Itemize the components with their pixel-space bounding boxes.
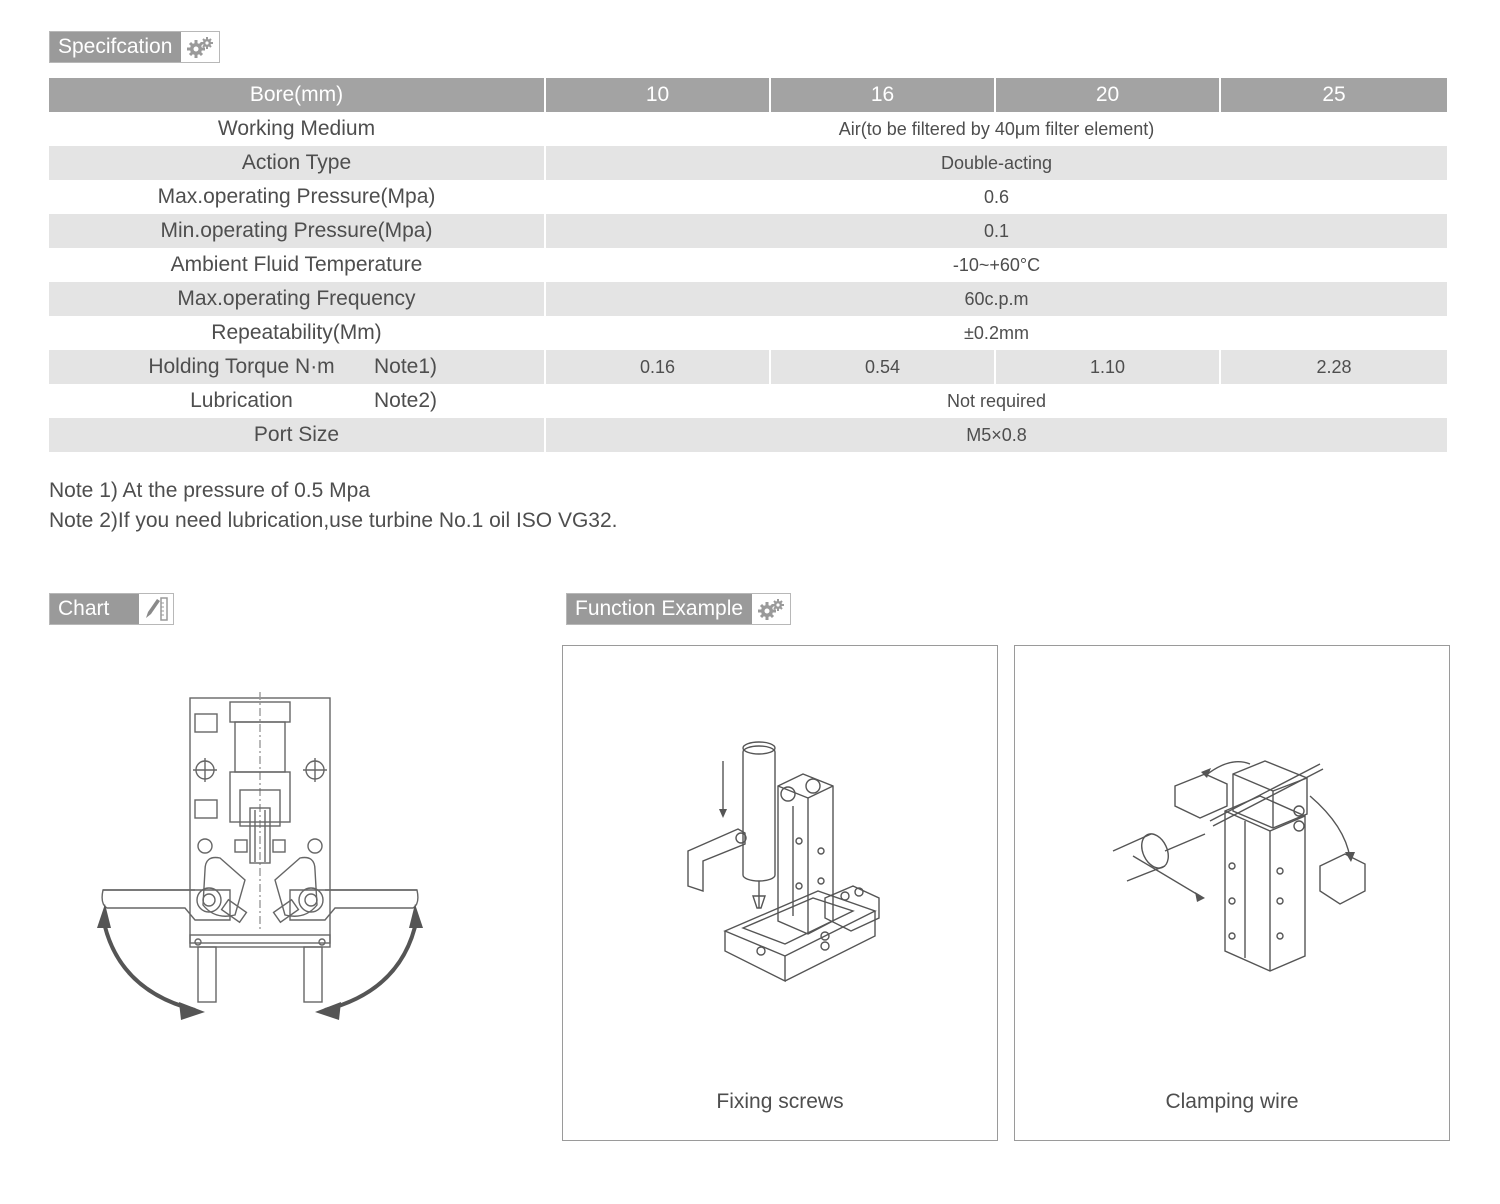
row-param xyxy=(49,384,545,418)
row-param: Port Size xyxy=(49,418,545,452)
example-fixing-screws xyxy=(562,645,998,1141)
pencil-ruler-icon xyxy=(139,594,173,624)
row-value: Not required xyxy=(545,384,1447,418)
fixing-screws-drawing xyxy=(563,646,999,1066)
spec-table xyxy=(49,78,1447,452)
header-bore-25: 25 xyxy=(1220,78,1447,112)
row-param: Ambient Fluid Temperature xyxy=(49,248,545,282)
chart-section-header xyxy=(49,593,174,625)
chart-section-title: Chart xyxy=(50,594,139,624)
header-bore: Bore(mm) xyxy=(49,78,545,112)
row-param: Working Medium xyxy=(49,112,545,146)
row-param-note: Note2) xyxy=(374,389,438,412)
row-value: -10~+60°C xyxy=(545,248,1447,282)
table-row xyxy=(49,384,1447,418)
table-row xyxy=(49,418,1447,452)
spec-section-title: Specifcation xyxy=(50,32,181,62)
note-1: Note 1) At the pressure of 0.5 Mpa xyxy=(49,479,371,502)
torque-value-10: 0.16 xyxy=(545,350,770,384)
row-value: 0.6 xyxy=(545,180,1447,214)
note-2: Note 2)If you need lubrication,use turbine No.1 oil ISO VG32. xyxy=(49,509,618,532)
row-param-label: Holding Torque N·m xyxy=(148,355,335,378)
row-param: Repeatability(Mm) xyxy=(49,316,545,350)
spec-section-header xyxy=(49,31,220,63)
row-param: Max.operating Pressure(Mpa) xyxy=(49,180,545,214)
row-param xyxy=(49,350,545,384)
clamping-wire-drawing xyxy=(1015,646,1451,1066)
table-row xyxy=(49,146,1447,180)
row-value: 60c.p.m xyxy=(545,282,1447,316)
row-value: Air(to be filtered by 40μm filter element) xyxy=(545,112,1447,146)
row-param-label: Lubrication xyxy=(190,389,293,412)
torque-value-25: 2.28 xyxy=(1220,350,1447,384)
example-caption: Clamping wire xyxy=(1165,1090,1299,1113)
table-row xyxy=(49,282,1447,316)
table-row xyxy=(49,350,1447,384)
row-param: Max.operating Frequency xyxy=(49,282,545,316)
example-clamping-wire xyxy=(1014,645,1450,1141)
table-row xyxy=(49,180,1447,214)
example-caption: Fixing screws xyxy=(716,1090,844,1113)
table-row xyxy=(49,112,1447,146)
function-section-title: Function Example xyxy=(567,594,752,624)
row-value: M5×0.8 xyxy=(545,418,1447,452)
row-value: Double-acting xyxy=(545,146,1447,180)
gripper-chart-drawing xyxy=(95,690,425,1020)
torque-value-20: 1.10 xyxy=(995,350,1220,384)
header-bore-16: 16 xyxy=(770,78,995,112)
gears-icon xyxy=(181,32,219,62)
table-row xyxy=(49,316,1447,350)
row-value: 0.1 xyxy=(545,214,1447,248)
spec-header-row xyxy=(49,78,1447,112)
row-value: ±0.2mm xyxy=(545,316,1447,350)
row-param: Min.operating Pressure(Mpa) xyxy=(49,214,545,248)
function-section-header xyxy=(566,593,791,625)
notes xyxy=(49,476,618,536)
table-row xyxy=(49,214,1447,248)
header-bore-10: 10 xyxy=(545,78,770,112)
row-param-note: Note1) xyxy=(374,355,438,378)
table-row xyxy=(49,248,1447,282)
header-bore-20: 20 xyxy=(995,78,1220,112)
gears-icon xyxy=(752,594,790,624)
torque-value-16: 0.54 xyxy=(770,350,995,384)
row-param: Action Type xyxy=(49,146,545,180)
